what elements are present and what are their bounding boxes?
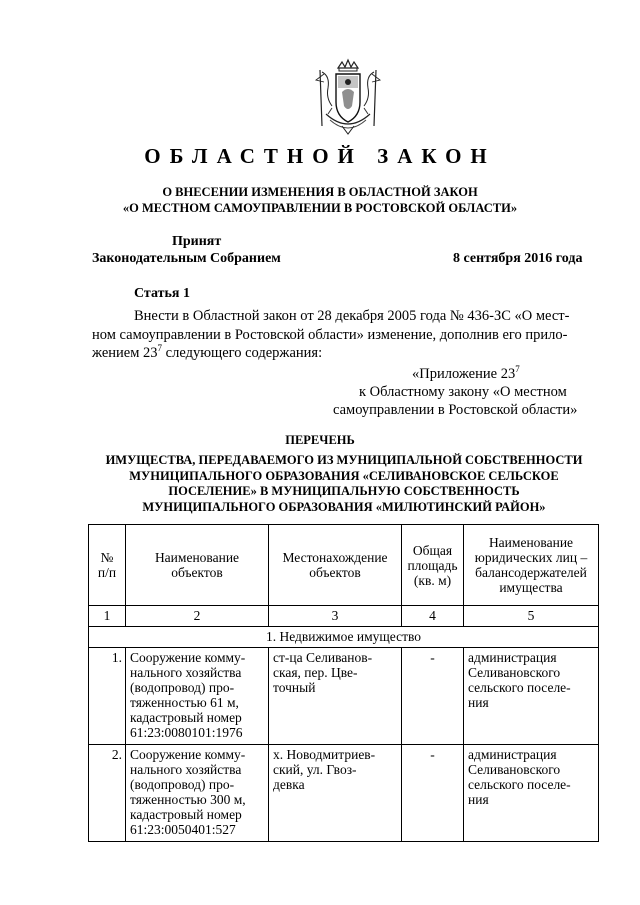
paragraph-line	[92, 344, 596, 363]
header-text: Наименование	[488, 535, 574, 550]
appendix-text: «Приложение 23	[412, 366, 516, 382]
column-number: 4	[402, 606, 464, 627]
cell-line: администрация	[468, 747, 557, 762]
list-subtitle	[92, 453, 596, 515]
accepted-by: Законодательным Собранием	[92, 251, 281, 266]
cell-line: Сооружение комму-	[130, 747, 246, 762]
table-row	[89, 745, 599, 842]
cell-line: кадастровый номер	[130, 807, 242, 822]
header-cell-number	[89, 525, 126, 606]
balance-holder	[464, 648, 599, 745]
list-subtitle-line: ПОСЕЛЕНИЕ» В МУНИЦИПАЛЬНУЮ СОБСТВЕННОСТЬ	[168, 484, 520, 498]
superscript: 7	[515, 364, 520, 374]
header-text: Общая	[412, 542, 453, 558]
article-heading: Статья 1	[134, 286, 190, 301]
paragraph-line: ном самоуправлении в Ростовской области» изменение, дополнив его прило-	[92, 326, 568, 343]
cell-line: (водопровод) про-	[130, 680, 235, 695]
cell-line: Селивановского	[468, 762, 561, 777]
appendix-line: к Областному закону «О местном	[359, 384, 567, 400]
cell-line: сельского поселе-	[468, 777, 571, 792]
header-cell-name	[126, 525, 269, 606]
cell-line: нального хозяйства	[130, 762, 242, 777]
cell-line: 61:23:0050401:527	[130, 822, 236, 837]
subtitle-line: О ВНЕСЕНИИ ИЗМЕНЕНИЯ В ОБЛАСТНОЙ ЗАКОН	[162, 185, 478, 199]
superscript: 7	[157, 343, 163, 353]
property-table	[88, 524, 599, 842]
header-text: площадь	[407, 557, 458, 573]
accepted-date: 8 сентября 2016 года	[453, 251, 583, 266]
table-row	[89, 648, 599, 745]
subtitle-line: «О МЕСТНОМ САМОУПРАВЛЕНИИ В РОСТОВСКОЙ ОБЛАСТИ»	[122, 201, 518, 215]
object-area: -	[402, 745, 464, 842]
cell-line: Селивановского	[468, 665, 561, 680]
cell-line: тяженностью 61 м,	[130, 695, 239, 710]
cell-line: (водопровод) про-	[130, 777, 235, 792]
cell-line: ст-ца Селиванов-	[273, 650, 373, 665]
cell-line: ская, пер. Цве-	[273, 665, 358, 680]
object-area: -	[402, 648, 464, 745]
header-text: Наименование	[154, 550, 240, 565]
cell-line: тяженностью 300 м,	[130, 792, 246, 807]
header-text: Местонахождение	[282, 550, 388, 565]
column-number: 1	[89, 606, 126, 627]
document-title: ОБЛАСТНОЙ ЗАКОН	[144, 144, 496, 168]
header-cell-area	[402, 525, 464, 606]
row-number: 2.	[89, 745, 126, 842]
cell-line: ский, ул. Гвоз-	[273, 762, 357, 777]
column-number: 2	[126, 606, 269, 627]
row-number: 1.	[89, 648, 126, 745]
coat-of-arms-emblem	[312, 58, 384, 138]
cell-line: 61:23:0080101:1976	[130, 725, 243, 740]
cell-line: точный	[273, 680, 316, 695]
cell-line: девка	[273, 777, 305, 792]
object-name	[126, 745, 269, 842]
header-text: имущества	[499, 580, 563, 595]
accepted-label: Принят	[172, 234, 222, 249]
section-title: 1. Недвижимое имущество	[89, 627, 599, 648]
table-header-row	[89, 525, 599, 606]
cell-line: ния	[468, 695, 489, 710]
cell-line: х. Новодмитриев-	[273, 747, 376, 762]
cell-line: ния	[468, 792, 489, 807]
column-number: 3	[269, 606, 402, 627]
header-cell-holder	[464, 525, 599, 606]
header-text: балансодержателей	[475, 565, 587, 580]
cell-line: нального хозяйства	[130, 665, 242, 680]
cell-line: кадастровый номер	[130, 710, 242, 725]
header-text: №	[100, 550, 114, 565]
cell-line: администрация	[468, 650, 557, 665]
object-name	[126, 648, 269, 745]
object-location	[269, 648, 402, 745]
list-subtitle-line: МУНИЦИПАЛЬНОГО ОБРАЗОВАНИЯ «СЕЛИВАНОВСКОЕ СЕЛЬСКОЕ	[129, 468, 559, 483]
appendix-line: самоуправлении в Ростовской области»	[333, 402, 578, 418]
document-subtitle	[0, 184, 640, 216]
section-row	[89, 627, 599, 648]
appendix-line	[412, 365, 520, 384]
header-text: юридических лиц –	[474, 550, 588, 565]
article-paragraph	[92, 307, 596, 363]
paragraph-line: Внести в Областной закон от 28 декабря 2005 года № 436-ЗС «О мест-	[134, 308, 570, 324]
header-text: (кв. м)	[413, 572, 452, 588]
column-numbers-row	[89, 606, 599, 627]
header-text: объектов	[309, 565, 361, 580]
header-text: п/п	[97, 565, 117, 580]
object-location	[269, 745, 402, 842]
cell-line: сельского поселе-	[468, 680, 571, 695]
header-text: объектов	[171, 565, 223, 580]
list-subtitle-line: ИМУЩЕСТВА, ПЕРЕДАВАЕМОГО ИЗ МУНИЦИПАЛЬНОЙ СОБСТВЕННОСТИ	[105, 453, 583, 467]
list-subtitle-line: МУНИЦИПАЛЬНОГО ОБРАЗОВАНИЯ «МИЛЮТИНСКИЙ РАЙОН»	[142, 499, 546, 514]
header-cell-location	[269, 525, 402, 606]
cell-line: Сооружение комму-	[130, 650, 246, 665]
balance-holder	[464, 745, 599, 842]
list-title: ПЕРЕЧЕНЬ	[285, 433, 355, 447]
column-number: 5	[464, 606, 599, 627]
paragraph-text: следующего содержания:	[162, 345, 323, 361]
paragraph-text: жением 23	[92, 345, 158, 361]
